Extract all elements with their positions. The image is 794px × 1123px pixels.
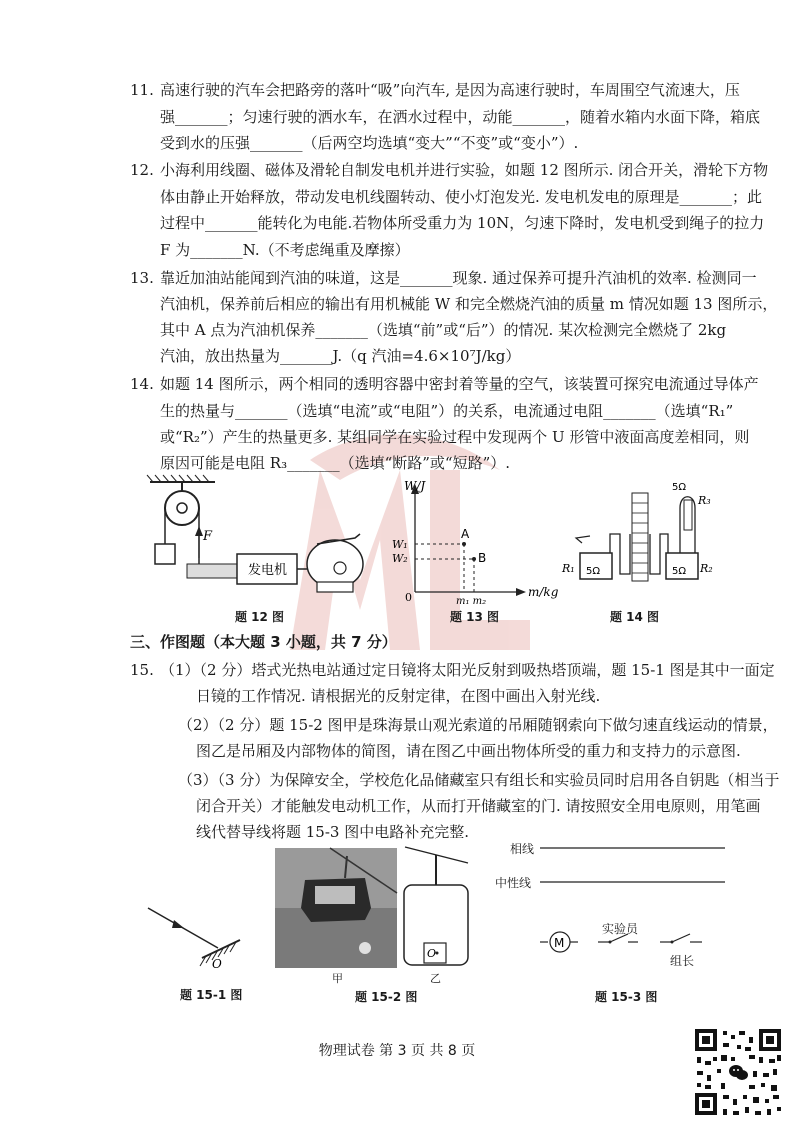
w2-label: W₂ [392,552,408,565]
leader-label: 组长 [670,954,695,968]
q14-line1: 14. 如题 14 图所示，两个相同的透明容器中密封着等量的空气，该装置可探究电流通过导体产 [130,375,759,393]
generator-label: 发电机 [248,563,288,578]
figure-15-2-diagram [400,845,470,970]
figure-15-3-circuit [530,840,740,970]
yi-label: 乙 [430,972,441,985]
question-number: 15. [130,661,154,679]
figure-12-caption: 题 12 图 [235,610,285,624]
live-wire-label: 相线 [510,842,535,856]
q12-line3: 过程中_______能转化为电能.若物体所受重力为 10N，匀速下降时，发电机受到绳子的拉力 [160,214,765,232]
top-5ohm: 5Ω [672,482,687,493]
q11-line1: 11. 高速行驶的汽车会把路旁的落叶“吸”向汽车, 是因为高速行驶时，车周围空气流速大，压 [130,81,740,99]
q15-p2-line1: （2）（2 分）题 15-2 图甲是珠海景山观光索道的吊厢随钢索向下做匀速直线运动的情景， [178,716,778,734]
figure-14-apparatus [560,478,720,603]
figure-12-diagram [145,478,375,603]
m-labels: m₁ m₂ [456,596,487,607]
q14-line3: 或“R₂”）产生的热量更多. 某组同学在实验过程中发现两个 U 形管中液面高度差相同，则 [160,428,750,446]
q11-line2: 强_______；匀速行驶的洒水车，在洒水过程中，动能_______，随着水箱内水面下降，箱底 [160,108,761,126]
question-number: 13. [130,269,154,287]
q15-p2-line2: 图乙是吊厢及内部物体的简图，请在图乙中画出物体所受的重力和支持力的示意图. [196,742,741,760]
left-5ohm: 5Ω [586,566,601,577]
q12-line4: F 为_______N.（不考虑绳重及摩擦） [160,241,410,259]
question-number: 14. [130,375,154,393]
figure-15-2-photo [275,848,397,968]
point-a-label: A [461,527,470,541]
question-number: 12. [130,161,154,179]
q12-line1: 12. 小海利用线圈、磁体及滑轮自制发电机并进行实验，如题 12 图所示. 闭合开关，滑轮下方物 [130,161,769,179]
force-label: F [203,529,213,544]
origin-label: 0 [405,591,412,604]
q13-line2: 汽油机，保养前后相应的输出有用机械能 W 和完全燃烧汽油的质量 m 情况如题 13 图所示， [160,295,778,313]
right-5ohm: 5Ω [672,566,687,577]
box-o-label: O [427,947,437,960]
q15-p3-line1: （3）（3 分）为保障安全，学校危化品储藏室只有组长和实验员同时启用各自钥匙（相当于 [178,771,780,789]
qr-code-icon[interactable] [693,1027,783,1117]
figure-15-1-mirror [140,900,270,975]
motor-label: M [554,936,565,950]
y-axis-label: W/J [404,479,426,493]
figure-13-graph [390,479,570,607]
neutral-wire-label: 中性线 [495,876,532,890]
question-number: 11. [130,81,154,99]
q15-p1-line2: 日镜的工作情况. 请根据光的反射定律，在图中画出入射光线. [196,687,601,705]
q14-line2: 生的热量与_______（选填“电流”或“电阻”）的关系，电流通过电阻_______（选填“R₁” [160,402,734,420]
q13-line4: 汽油，放出热量为_______J.（q 汽油=4.6×10⁷J/kg） [160,347,521,365]
lab-assistant-label: 实验员 [602,922,639,936]
figure-15-1-caption: 题 15-1 图 [180,988,243,1002]
section-title: 三、作图题（本大题 3 小题，共 7 分） [130,633,397,651]
page-footer: 物理试卷 第 3 页 共 8 页 [318,1043,476,1059]
q15-p3-line3: 线代替导线将题 15-3 图中电路补充完整. [196,823,470,841]
figure-15-2-caption: 题 15-2 图 [355,990,418,1004]
q15-p3-line2: 闭合开关）才能触发电动机工作，从而打开储藏室的门. 请按照安全用电原则，用笔画 [196,797,761,815]
point-b-label: B [478,551,487,565]
r3-label: R₃ [698,494,711,507]
x-axis-label: m/kg [528,585,559,599]
q12-line2: 体由静止开始释放，带动发电机线圈转动、使小灯泡发光. 发电机发电的原理是_______；此 [160,188,763,206]
q13-line3: 其中 A 点为汽油机保养_______（选填“前”或“后”）的情况. 某次检测完全燃烧了 2kg [160,321,727,339]
r2-label: R₂ [700,562,713,575]
point-o-label: O [212,957,222,971]
figure-15-3-caption: 题 15-3 图 [595,990,658,1004]
jia-label: 甲 [332,972,343,985]
q11-line3: 受到水的压强_______（后两空均选填“变大”“不变”或“变小”）. [160,134,579,152]
r1-label: R₁ [562,562,575,575]
figure-14-caption: 题 14 图 [610,610,660,624]
q15-p1-line1: 15. （1）（2 分）塔式光热电站通过定日镜将太阳光反射到吸热塔顶端，题 15-1 图是其中一面定 [130,661,775,679]
figure-13-caption: 题 13 图 [450,610,500,624]
q13-line1: 13. 靠近加油站能闻到汽油的味道，这是_______现象. 通过保养可提升汽油机的效率. 检测同一 [130,269,757,287]
q14-line4: 原因可能是电阻 R₃_______（选填“断路”或“短路”）. [160,454,511,472]
w1-label: W₁ [392,538,408,551]
